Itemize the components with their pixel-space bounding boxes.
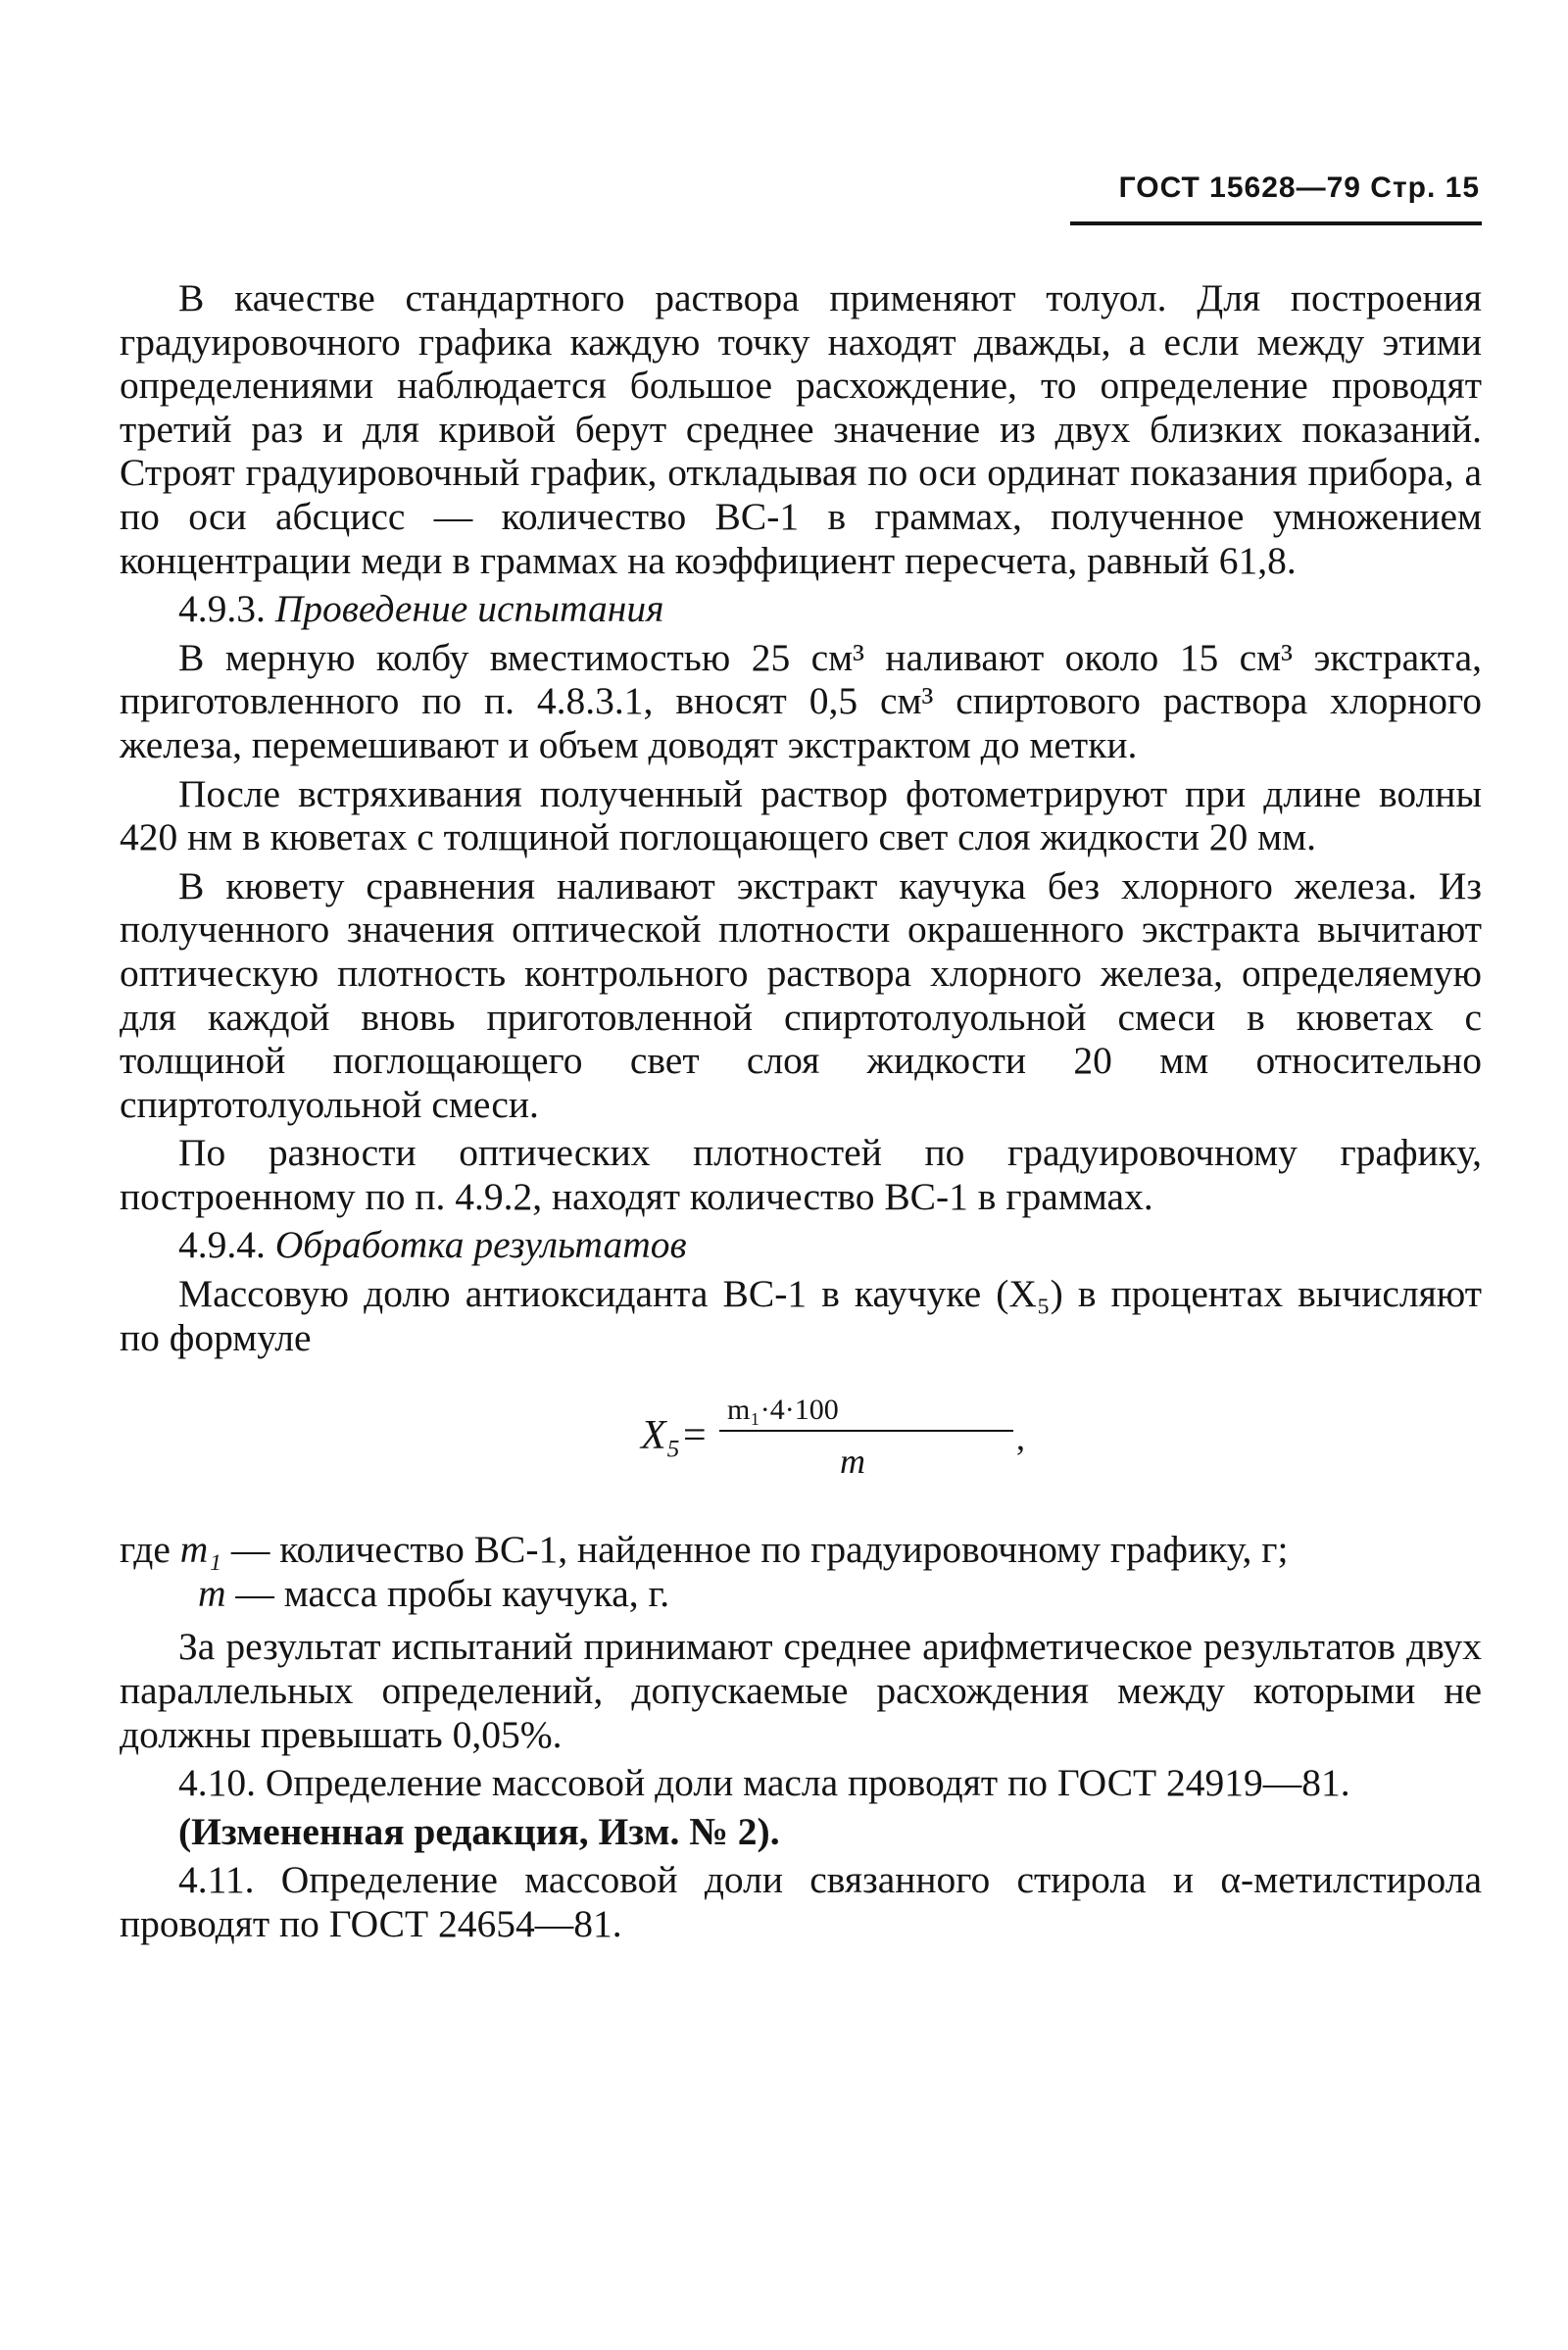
paragraph-cuvette: В кювету сравнения наливают экстракт каучука без хлорного железа. Из полученного значения оптической плотности окрашенного экстракта вычитают оптическую плотность контрольного раствора хлорного железа, определяемую для каждой вновь приготовленной спиртотолуольной смеси в кюветах с толщиной поглощающего свет слоя жидкости 20 мм относительно спиртотолуольной смеси. — [120, 863, 1482, 1126]
formula-x5 — [120, 1381, 1482, 1498]
section-4-9-4-heading — [120, 1223, 1482, 1267]
document-body — [120, 276, 1482, 1946]
legend-description: — масса пробы каучука, г. — [235, 1571, 670, 1615]
formula-comma: , — [1016, 1418, 1025, 1458]
formula-denominator: m — [840, 1442, 865, 1482]
paragraph-result: За результат испытаний принимают среднее арифметическое результатов двух параллельных определений, допускаемые расхождения между которыми не должны превышать 0,05%. — [120, 1625, 1482, 1756]
section-number: 4.9.4. — [178, 1223, 266, 1267]
header-rule — [1070, 221, 1482, 225]
legend-description: — количество ВС-1, найденное по градуировочному графику, г; — [230, 1528, 1289, 1572]
legend-symbol: m₁ — [179, 1528, 222, 1572]
legend-symbol: m — [198, 1571, 226, 1615]
section-title: Обработка результатов — [274, 1223, 687, 1267]
legend-lead: где — [120, 1528, 171, 1572]
section-4-9-3-heading — [120, 587, 1482, 631]
formula-lhs: X₅= — [641, 1413, 709, 1459]
section-number: 4.9.3. — [178, 587, 266, 631]
paragraph-photometry: После встряхивания полученный раствор фотометрируют при длине волны 420 нм в кюветах с толщиной поглощающего свет слоя жидкости 20 мм. — [120, 771, 1482, 859]
paragraph-standard-solution: В качестве стандартного раствора применяют толуол. Для построения градуировочного графика каждую точку находят дважды, а если между этими определениями наблюдается большое расхождение, то определение проводят третий раз и для кривой берут среднее значение из двух близких показаний. Строят градуировочный график, откладывая по оси ординат показания прибора, а по оси абсцисс — количество ВС-1 в граммах, полученное умножением концентрации меди в граммах на коэффициент пересчета, равный 61,8. — [120, 276, 1482, 582]
paragraph-mass-fraction: Массовую долю антиоксиданта ВС-1 в каучуке (X₅) в процентах вычисляют по формуле — [120, 1272, 1482, 1359]
formula-numerator: m₁·4·100 — [727, 1394, 839, 1427]
legend-m — [120, 1572, 1482, 1616]
section-title: Проведение испытания — [274, 587, 664, 631]
paragraph-flask: В мерную колбу вместимостью 25 см³ наливают около 15 см³ экстракта, приготовленного по п. 4.8.3.1, вносят 0,5 см³ спиртового раствора хлорного железа, перемешивают и объем доводят экстрактом до метки. — [120, 635, 1482, 766]
formula-legend — [120, 1528, 1482, 1615]
paragraph-4-10: 4.10. Определение массовой доли масла проводят по ГОСТ 24919—81. — [178, 1761, 1350, 1805]
legend-m1 — [120, 1528, 1482, 1572]
page-header: ГОСТ 15628—79 Стр. 15 — [1118, 171, 1480, 204]
fraction-bar — [719, 1430, 1013, 1432]
paragraph-4-11: 4.11. Определение массовой доли связанного стирола и α-метилстирола проводят по ГОСТ 24654—81. — [120, 1858, 1482, 1945]
paragraph-revision-note: (Измененная редакция, Изм. № 2). — [178, 1809, 780, 1853]
paragraph-optical-density: По разности оптических плотностей по градуировочному графику, построенному по п. 4.9.2, находят количество ВС-1 в граммах. — [120, 1131, 1482, 1218]
